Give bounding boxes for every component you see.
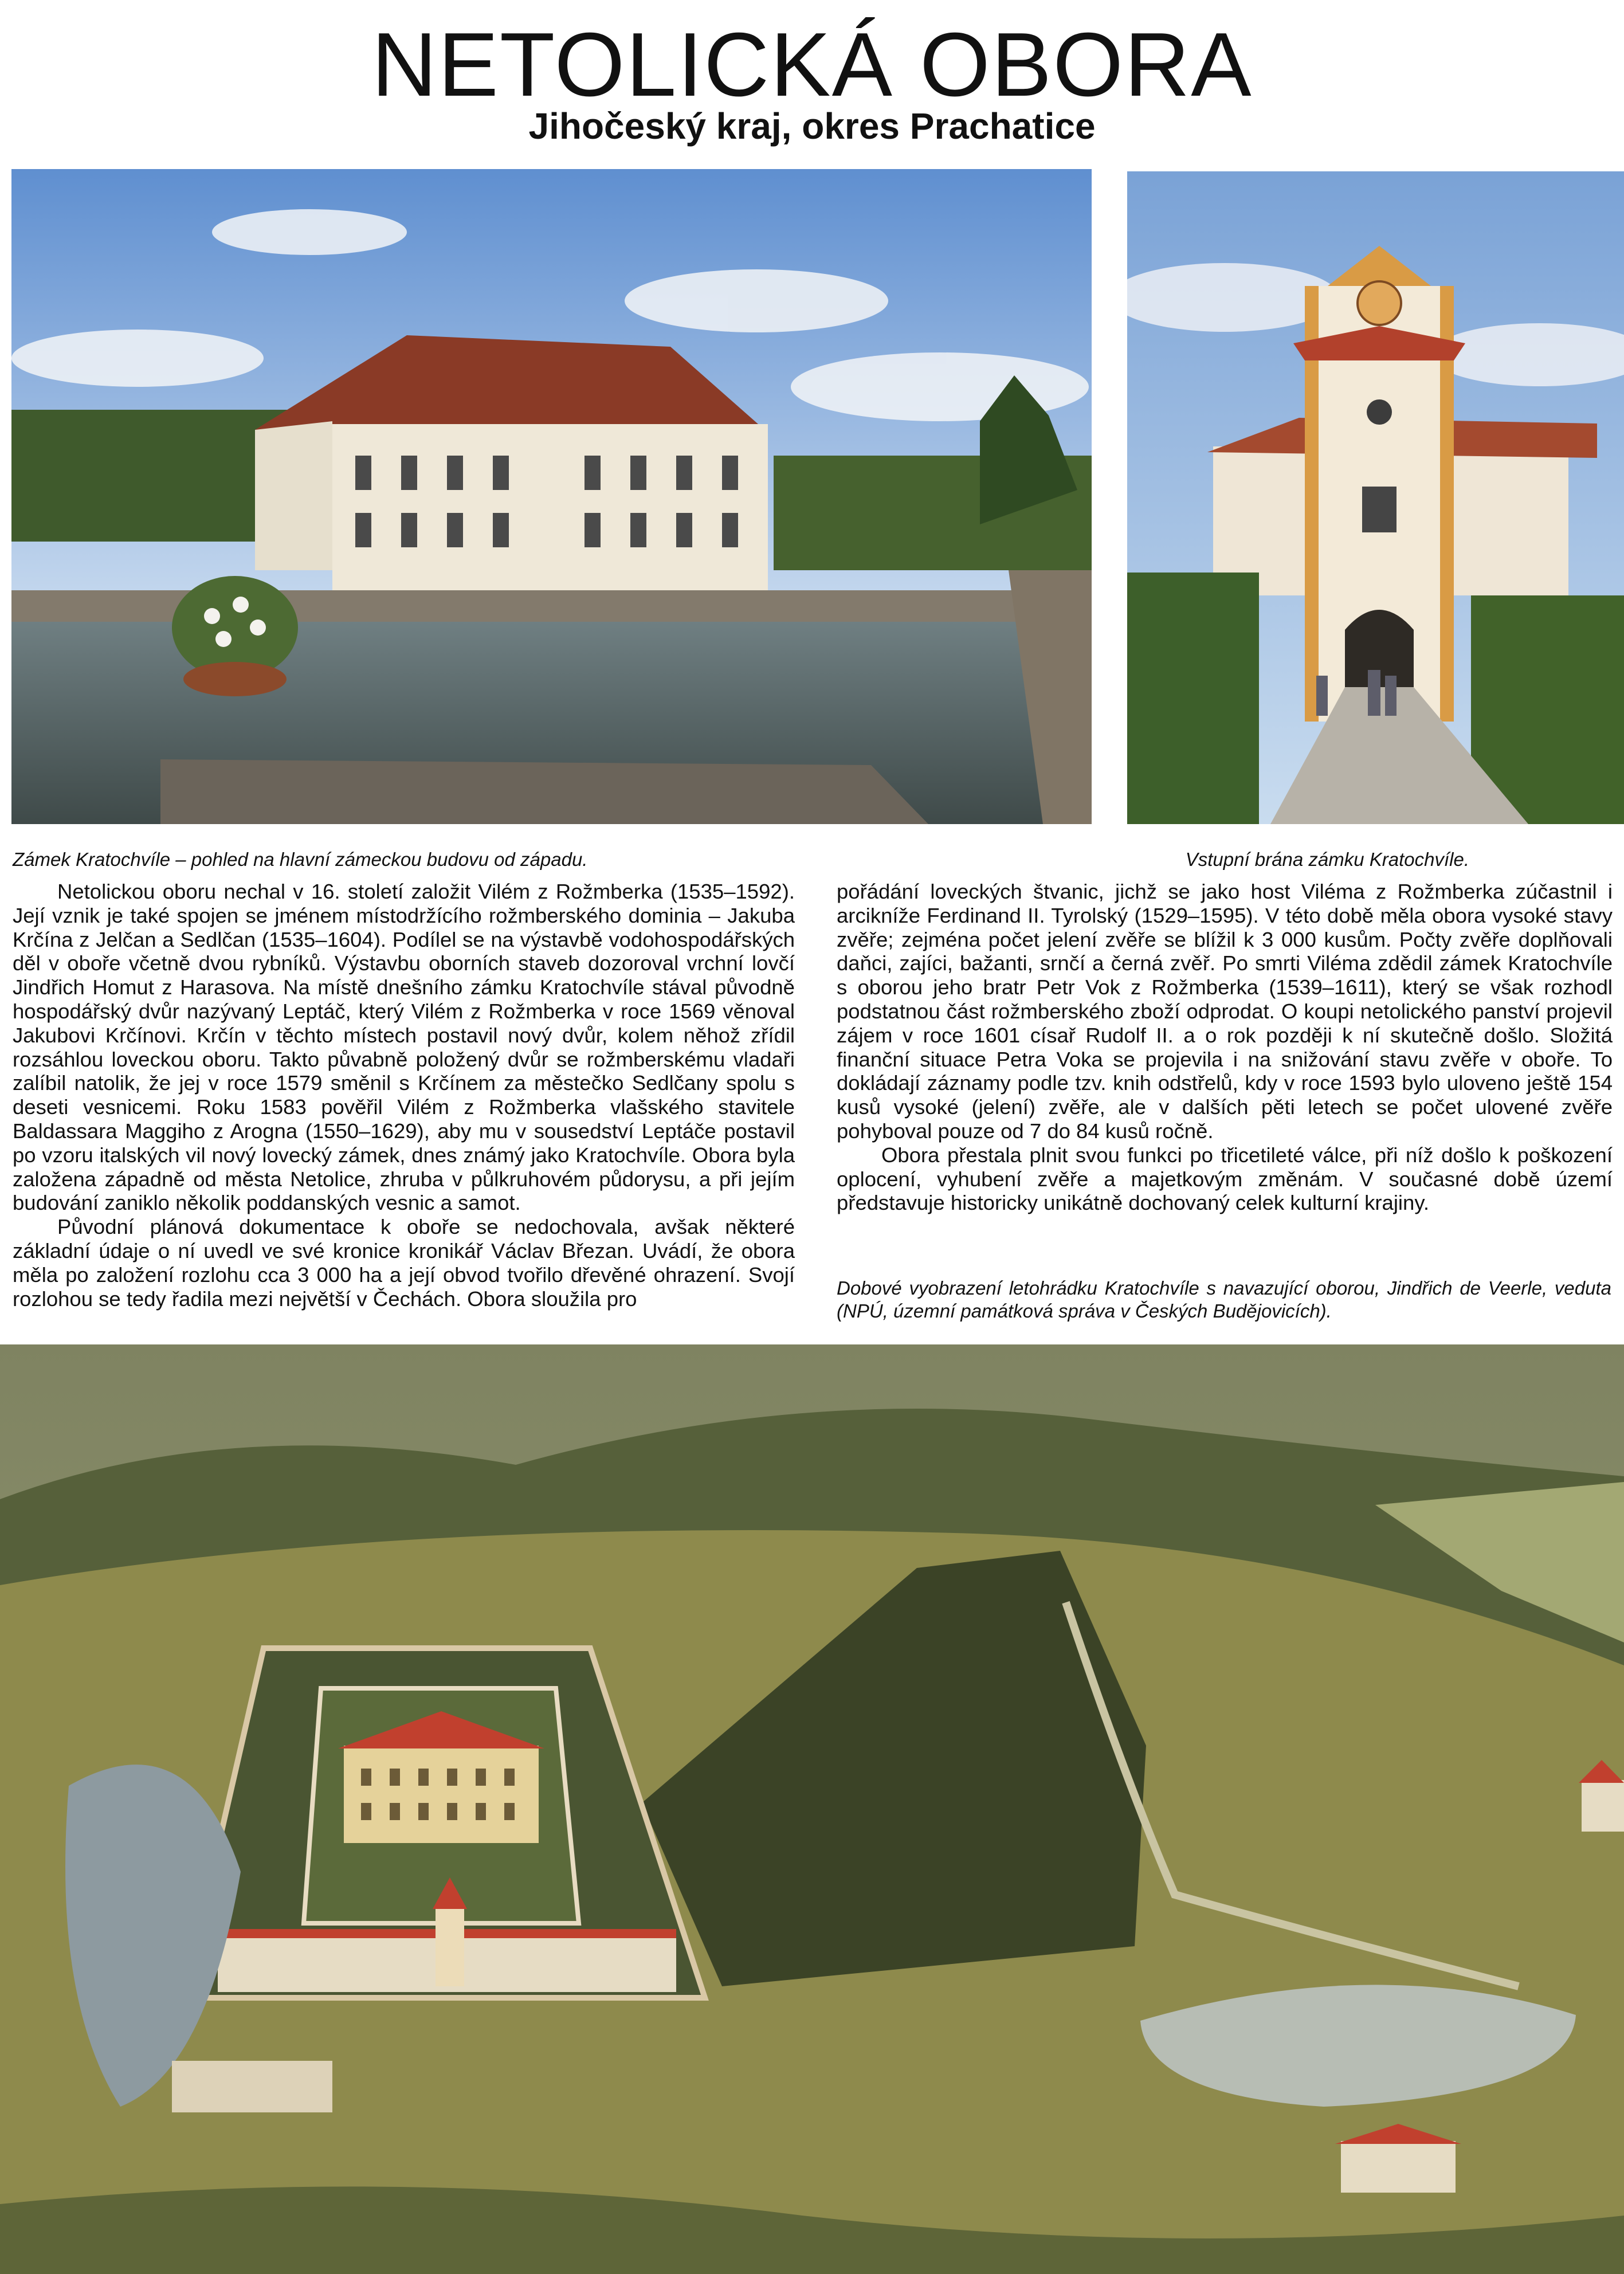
veduta-illustration <box>0 1344 1624 2274</box>
castle-photo-illustration <box>11 169 1092 824</box>
gate-photo-illustration <box>1127 171 1624 824</box>
gate-photo-caption: Vstupní brána zámku Kratochvíle. <box>1185 849 1469 870</box>
text-column-right <box>837 880 1613 1215</box>
page-subtitle: Jihočeský kraj, okres Prachatice <box>528 105 1096 147</box>
veduta-painting <box>0 1344 1624 2274</box>
paragraph: Netolickou oboru nechal v 16. století založit Vilém z Rožmberka (1535–1592). Její vznik je také spojen se jménem místodržícího rožmberského dominia – Jakuba Krčína z Jelčan a Sedlčan (1535–1604). Podílel se na výstavbě vodohospodářských děl v oboře včetně dvou rybníků. Výstavbu oborních staveb dozoroval vrchní lovčí Jindřich Homut z Harasova. Na místě dnešního zámku Kratochvíle stával původně hospodářský dvůr nazývaný Leptáč, který Vilém z Rožmberka v roce 1569 věnoval Jakubovi Krčínovi. Krčín v těchto místech postavil nový dvůr, kolem něhož zřídil rozsáhlou loveckou oboru. Takto půvabně položený dvůr se rožmberskému vladaři zalíbil natolik, že jej v roce 1579 směnil s Krčínem za městečko Sedlčany spolu s deseti vesnicemi. Roku 1583 pověřil Vilém z Rožmberka vlašského stavitele Baldassara Maggiho z Arogna (1550–1629), aby mu v sousedství Leptáče postavil po vzoru italských vil nový lovecký zámek, dnes známý jako Kratochvíle. Obora byla založena západně od města Netolice, zhruba v půlkruhovém půdorysu, a při jejím budování zaniklo několik poddanských vesnic a samot. <box>13 880 795 1215</box>
castle-photo-caption: Zámek Kratochvíle – pohled na hlavní zámeckou budovu od západu. <box>13 849 588 870</box>
paragraph: pořádání loveckých štvanic, jichž se jako host Viléma z Rožmberka zúčastnil i arcikníže Ferdinand II. Tyrolský (1529–1595). V této době měla obora vysoké stavy zvěře; zejména počet jelení zvěře se blížil k 3 000 kusům. Počty zvěře doplňovali daňci, zajíci, bažanti, srnčí a černá zvěř. Po smrti Viléma zdědil zámek Kratochvíle s oborou jeho bratr Petr Vok z Rožmberka (1539–1611), který se však rozhodl podstatnou část rožmberského zboží odprodat. O koupi netolického panství projevil zájem v roce 1601 císař Rudolf II. a o rok později k ní skutečně došlo. Složitá finanční situace Petra Voka se projevila i na snižování stavu zvěře v oboře. To dokládají záznamy podle tzv. knih odstřelů, kdy v roce 1593 bylo uloveno ještě 154 kusů vysoké (jelení) zvěře, ale v dalších pěti letech se počet ulovené zvěře pohyboval pouze od 7 do 84 kusů ročně. <box>837 880 1613 1143</box>
paragraph: Obora přestala plnit svou funkci po třicetileté válce, při níž došlo k poškození oplocení, vyhubení zvěře a majetkovým změnám. V současné době území představuje historicky unikátně dochovaný celek kulturní krajiny. <box>837 1143 1613 1215</box>
text-column-left <box>13 880 795 1311</box>
gate-photo <box>1127 171 1624 824</box>
painting-caption: Dobové vyobrazení letohrádku Kratochvíle s navazující oborou, Jindřich de Veerle, veduta (NPÚ, územní památková správa v Českých Budějovicích). <box>837 1277 1611 1322</box>
castle-photo <box>11 169 1092 824</box>
paragraph: Původní plánová dokumentace k oboře se nedochovala, avšak některé základní údaje o ní uvedl ve své kronice kronikář Václav Březan. Uvádí, že obora měla po založení rozlohu cca 3 000 ha a její obvod tvořilo dřevěné ohrazení. Svojí rozlohou se tedy řadila mezi největší v Čechách. Obora sloužila pro <box>13 1215 795 1311</box>
page-title: NETOLICKÁ OBORA <box>371 14 1253 115</box>
